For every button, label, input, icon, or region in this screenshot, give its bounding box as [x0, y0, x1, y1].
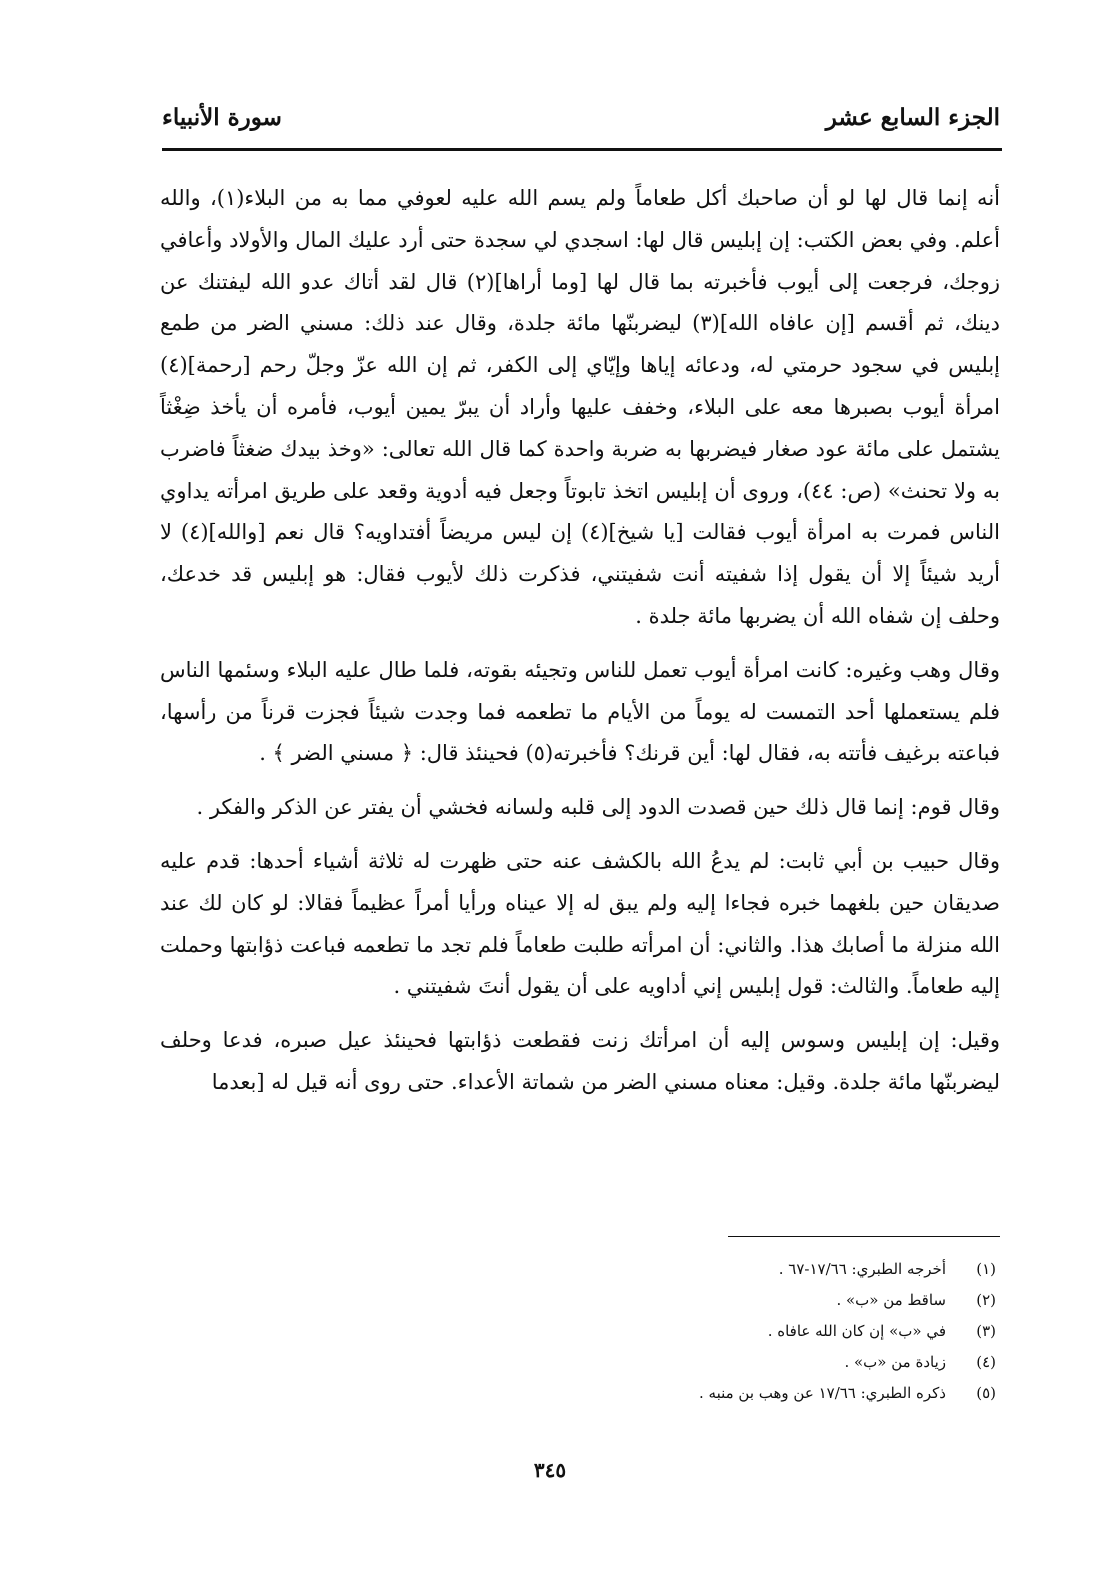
footnote-5 [300, 1378, 996, 1409]
footnote-4 [300, 1347, 996, 1378]
footnote-number: (٢) [976, 1291, 996, 1309]
footnote-3 [300, 1316, 996, 1347]
footnote-number: (١) [976, 1260, 996, 1278]
header-rule [162, 148, 1002, 151]
footnote-text: زيادة من «ب» . [844, 1353, 946, 1371]
footnote-number: (٤) [976, 1353, 996, 1371]
main-text [160, 178, 1000, 1104]
paragraph-1: أنه إنما قال لها لو أن صاحبك أكل طعاماً ولم يسم الله عليه لعوفي مما به من البلاء(١)، والله أعلم. وفي بعض الكتب: إن إبليس قال لها: اسجدي لي سجدة حتى أرد عليك المال والأولاد وأعافي زوجك، فرجعت إلى أيوب فأخبرته بما قال لها [وما أراها](٢) قال لقد أتاك عدو الله ليفتنك عن دينك، ثم أقسم [إن عافاه الله](٣) ليضربنّها مائة جلدة، وقال عند ذلك: مسني الضر من طمع إبليس في سجود حرمتي له، ودعائه إياها وإيّاي إلى الكفر، ثم إن الله عزّ وجلّ رحم [رحمة](٤) امرأة أيوب بصبرها معه على البلاء، وخفف عليها وأراد أن يبرّ يمين أيوب، فأمره أن يأخذ ضِغْثاً يشتمل على مائة عود صغار فيضربها به ضربة واحدة كما قال الله تعالى: «وخذ بيدك ضغثاً فاضرب به ولا تحنث» (ص: ٤٤)، وروى أن إبليس اتخذ تابوتاً وجعل فيه أدوية وقعد على طريق امرأته يداوي الناس فمرت به امرأة أيوب فقالت [يا شيخ](٤) إن ليس مريضاً أفتداويه؟ قال نعم [والله](٤) لا أريد شيئاً إلا أن يقول إذا شفيته أنت شفيتني، فذكرت ذلك لأيوب فقال: هو إبليس قد خدعك، وحلف إن شفاه الله أن يضربها مائة جلدة . [160, 186, 1000, 628]
running-header [162, 92, 1000, 142]
footnote-rule [728, 1236, 1000, 1237]
paragraph-5: وقيل: إن إبليس وسوس إليه أن امرأتك زنت فقطعت ذؤابتها فحينئذ عيل صبره، فدعا وحلف ليضربنّها مائة جلدة. وقيل: معناه مسني الضر من شماتة الأعداء. حتى روى أنه قيل له [بعدما [160, 1028, 1000, 1094]
footnote-number: (٥) [976, 1384, 996, 1402]
footnote-text: أخرجه الطبري: ١٧/٦٦-٦٧ . [778, 1260, 946, 1278]
footnote-text: ذكره الطبري: ١٧/٦٦ عن وهب بن منبه . [698, 1384, 946, 1402]
footnote-text: ساقط من «ب» . [836, 1291, 946, 1309]
footnote-1 [300, 1254, 996, 1285]
header-surah: سورة الأنبياء [162, 103, 282, 131]
header-part: الجزء السابع عشر [825, 103, 1000, 131]
footnote-number: (٣) [976, 1322, 996, 1340]
paragraph-2: وقال وهب وغيره: كانت امرأة أيوب تعمل للناس وتجيئه بقوته، فلما طال عليه البلاء وسئمها الناس فلم يستعملها أحد التمست له يوماً من الأيام ما تطعمه فما وجدت شيئاً فجزت قرناً من رأسها، فباعته برغيف فأتته به، فقال لها: أين قرنك؟ فأخبرته(٥) فحينئذ قال: ﴿ مسني الضر ﴾ . [160, 657, 1000, 766]
footnotes [300, 1254, 996, 1409]
paragraph-3: وقال قوم: إنما قال ذلك حين قصدت الدود إلى قلبه ولسانه فخشي أن يفتر عن الذكر والفكر . [196, 795, 1000, 820]
footnote-text: في «ب» إن كان الله عافاه . [767, 1322, 946, 1340]
footnote-2 [300, 1285, 996, 1316]
page-number: ٣٤٥ [533, 1458, 567, 1482]
paragraph-4: وقال حبيب بن أبي ثابت: لم يدعُ الله بالكشف عنه حتى ظهرت له ثلاثة أشياء أحدها: قدم عليه صديقان حين بلغهما خبره فجاءا إليه ولم يبق له إلا عيناه ورأيا أمراً عظيماً فقالا: لو كان لك عند الله منزلة ما أصابك هذا. والثاني: أن امرأته طلبت طعاماً فلم تجد ما تطعمه فباعت ذؤابتها وحملت إليه طعاماً. والثالث: قول إبليس إني أداويه على أن يقول أنتَ شفيتني . [160, 848, 1000, 999]
